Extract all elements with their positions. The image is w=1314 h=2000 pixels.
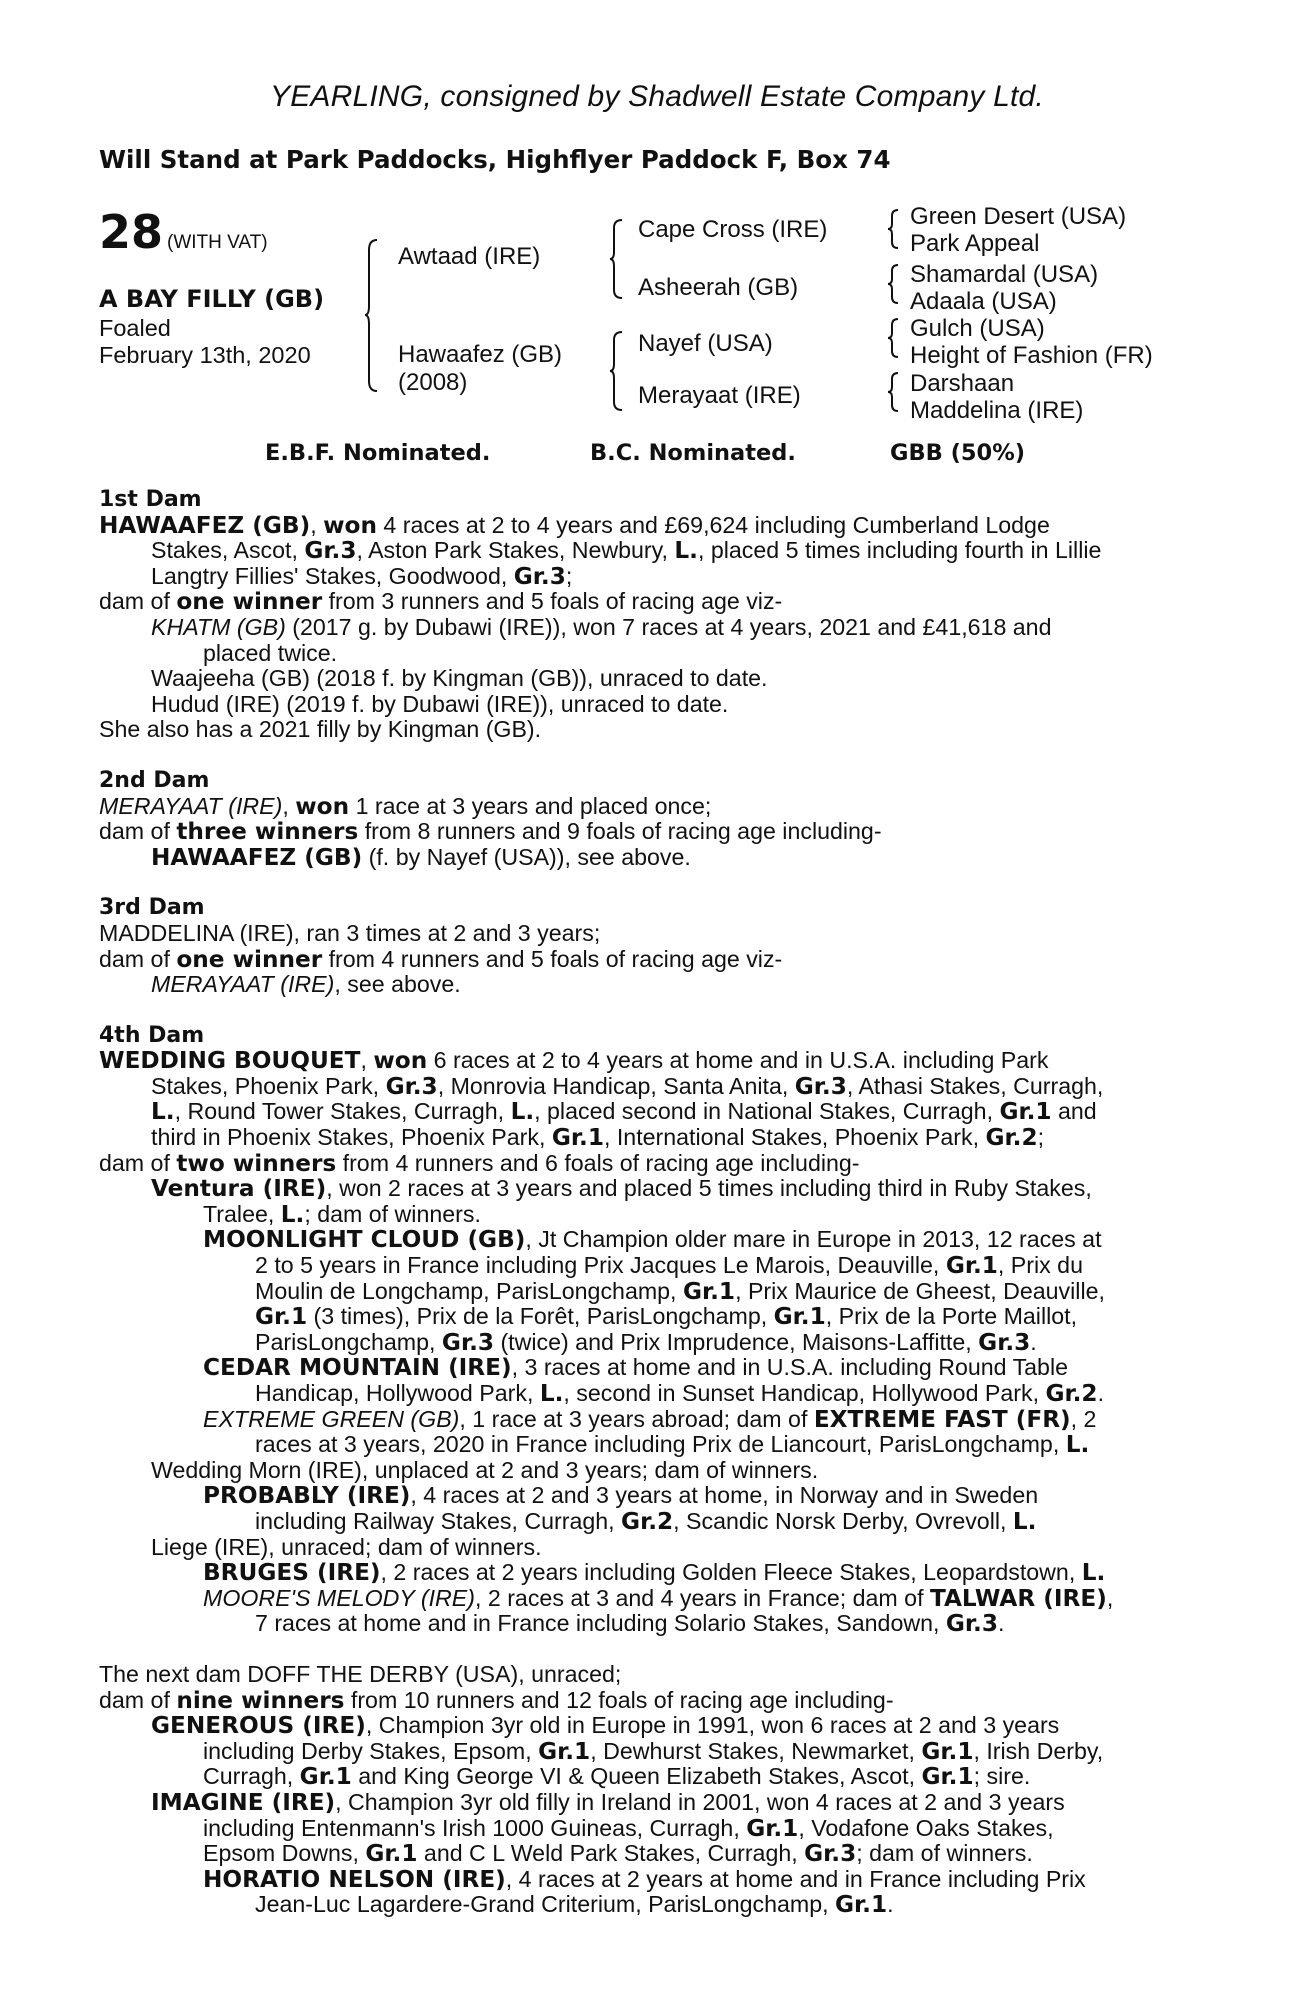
pedigree-dam: Hawaafez (GB) <box>398 341 563 368</box>
foaled-label: Foaled <box>99 315 171 341</box>
pedigree-bracket-g3-4 <box>888 371 900 413</box>
liege-line <box>99 1535 1207 1561</box>
first-dam-line-2 <box>99 538 1207 564</box>
text: Hudud (IRE) (2019 f. by Dubawi (IRE)), unraced to date. <box>151 690 729 717</box>
text: , 3 races at home and in U.S.A. including Round Table <box>511 1354 1069 1381</box>
third-dam-line-1 <box>99 921 1207 947</box>
text: , won 2 races at 3 years and placed 5 times including third in Ruby Stakes, <box>326 1175 1092 1202</box>
grade: Gr.1 <box>255 1303 308 1331</box>
pedigree-gen3-8: Maddelina (IRE) <box>910 397 1084 424</box>
text: including Derby Stakes, Epsom, <box>203 1737 539 1764</box>
next-dam-line-2 <box>99 1688 1207 1714</box>
first-dam-line-7 <box>99 666 1207 692</box>
second-dam-line-3 <box>99 845 1207 871</box>
text: , Champion 3yr old filly in Ireland in 2001, won 4 races at 2 and 3 years <box>335 1788 1065 1815</box>
text: ; sire. <box>973 1763 1031 1790</box>
text: and King George VI & Queen Elizabeth Stakes, Ascot, <box>351 1763 922 1790</box>
winner-count: two winners <box>176 1149 337 1177</box>
text: from 4 runners and 6 foals of racing age including- <box>336 1149 860 1176</box>
text: , Scandic Norsk Derby, Ovrevoll, <box>673 1507 1013 1534</box>
pedigree-bracket-sire <box>610 218 624 300</box>
grade: Gr.3 <box>804 1840 857 1868</box>
grade: Gr.1 <box>773 1303 826 1331</box>
winner-count: one winner <box>176 945 323 973</box>
text: , placed 5 times including fourth in Lillie <box>697 537 1102 564</box>
text: , 2 <box>1070 1405 1097 1432</box>
text: third in Phoenix Stakes, Phoenix Park, <box>151 1124 552 1151</box>
text: (twice) and Prix Imprudence, Maisons-Laffitte, <box>494 1328 979 1355</box>
fourth-dam-heading: 4th Dam <box>99 1022 205 1048</box>
fourth-dam-line-5 <box>99 1151 1207 1177</box>
text: dam of <box>99 818 177 845</box>
text: races at 3 years, 2020 in France including Prix de Liancourt, ParisLongchamp, <box>255 1431 1066 1458</box>
consignor-line: YEARLING, consigned by Shadwell Estate Company Ltd. <box>270 80 1044 113</box>
grade: Gr.1 <box>834 1891 888 1919</box>
text: , <box>360 1047 374 1074</box>
text: , 2 races at 3 and 4 years in France; dam of <box>474 1584 930 1611</box>
grade: L. <box>674 537 698 565</box>
ebf-nominated: E.B.F. Nominated. <box>265 440 491 466</box>
text: , see above. <box>334 971 461 998</box>
grade: L. <box>1012 1507 1037 1535</box>
text: 7 races at home and in France including Solario Stakes, Sandown, <box>255 1610 946 1637</box>
grade: Gr.3 <box>794 1072 847 1100</box>
grade: Gr.2 <box>985 1124 1038 1152</box>
text: , Round Tower Stakes, Curragh, <box>174 1098 511 1125</box>
text: , <box>282 792 296 819</box>
first-dam-name: HAWAAFEZ (GB) <box>99 511 311 539</box>
produce-name: HAWAAFEZ (GB) <box>151 843 363 871</box>
grade: Gr.1 <box>945 1252 998 1280</box>
text: ; dam of winners. <box>856 1840 1033 1867</box>
imagine-line-3 <box>99 1841 1207 1867</box>
produce-name: BRUGES (IRE) <box>203 1559 381 1587</box>
text: Jean-Luc Lagardere-Grand Criterium, ParisLongchamp, <box>255 1891 835 1918</box>
first-dam-line-1: HAWAAFEZ (GB), won 4 races at 2 to 4 years and £69,624 including Cumberland Lodge <box>99 511 1050 539</box>
lot-number: 28 <box>99 205 164 259</box>
grade: Gr.3 <box>385 1072 438 1100</box>
text: She also has a 2021 filly by Kingman (GB). <box>99 716 542 743</box>
grade: Gr.3 <box>978 1328 1031 1356</box>
generous-line-1 <box>99 1713 1207 1739</box>
pedigree-bracket-gen1 <box>365 238 379 393</box>
text: dam of <box>99 588 177 615</box>
grade: Gr.1 <box>999 1098 1052 1126</box>
dam-name: MERAYAAT (IRE) <box>99 792 283 819</box>
first-dam-line-9 <box>99 717 1207 743</box>
text: Wedding Morn (IRE), unplaced at 2 and 3 years; dam of winners. <box>151 1456 819 1483</box>
text: Stakes, Phoenix Park, <box>151 1072 386 1099</box>
text: Epsom Downs, <box>203 1840 366 1867</box>
text: , Athasi Stakes, Curragh, <box>846 1072 1104 1099</box>
winner-count: one winner <box>176 588 323 616</box>
foaled-date: February 13th, 2020 <box>99 342 311 368</box>
text: , 4 races at 2 years at home and in France including Prix <box>505 1865 1086 1892</box>
generous-line-3 <box>99 1764 1207 1790</box>
imagine-line-1 <box>99 1790 1207 1816</box>
text: Waajeeha (GB) (2018 f. by Kingman (GB)), unraced to date. <box>151 665 768 692</box>
text: from 10 runners and 12 foals of racing age including- <box>344 1686 894 1713</box>
grade: L. <box>510 1098 535 1126</box>
text: 6 races at 2 to 4 years at home and in U.S.A. including Park <box>427 1047 1049 1074</box>
grade: Gr.3 <box>441 1328 495 1356</box>
moonlight-line-4 <box>99 1304 1207 1330</box>
text: , International Stakes, Phoenix Park, <box>603 1124 986 1151</box>
text: including Railway Stakes, Curragh, <box>255 1507 622 1534</box>
grade: L. <box>1081 1559 1106 1587</box>
grade: L. <box>151 1098 175 1126</box>
third-dam-heading: 3rd Dam <box>99 895 205 921</box>
moonlight-line-3 <box>99 1279 1207 1305</box>
text: , second in Sunset Handicap, Hollywood Park, <box>563 1380 1046 1406</box>
pedigree-bracket-g3-3 <box>888 317 900 359</box>
pedigree-sire: Awtaad (IRE) <box>398 243 541 270</box>
ventura-line-1 <box>99 1176 1207 1202</box>
text: Liege (IRE), unraced; dam of winners. <box>151 1533 542 1560</box>
grade: Gr.3 <box>513 562 566 590</box>
text: from 8 runners and 9 foals of racing age including- <box>358 818 882 845</box>
extreme-line-2 <box>99 1432 1207 1458</box>
moonlight-line-5 <box>99 1330 1207 1356</box>
text: Stakes, Ascot, <box>151 537 305 564</box>
grade: Gr.1 <box>921 1763 974 1791</box>
grade: Gr.1 <box>365 1840 418 1868</box>
dam-name: WEDDING BOUQUET <box>99 1047 361 1075</box>
grade: Gr.1 <box>921 1737 974 1765</box>
pedigree-gen3-4: Adaala (USA) <box>910 288 1057 315</box>
text: , Prix de la Porte Maillot, <box>825 1303 1078 1330</box>
moores-melody-line-1 <box>99 1586 1207 1612</box>
bruges-line <box>99 1560 1207 1586</box>
gbb-status: GBB (50%) <box>890 440 1026 466</box>
pedigree-gen3-5: Gulch (USA) <box>910 315 1045 342</box>
fourth-dam-line-3 <box>99 1099 1207 1125</box>
produce-name: PROBABLY (IRE) <box>203 1482 411 1510</box>
text: , Monrovia Handicap, Santa Anita, <box>437 1072 795 1099</box>
first-dam-line-8 <box>99 692 1207 718</box>
text: Moulin de Longchamp, ParisLongchamp, <box>255 1277 683 1304</box>
text: , Aston Park Stakes, Newbury, <box>356 537 675 564</box>
pedigree-bracket-g3-1 <box>888 208 900 250</box>
imagine-line-2 <box>99 1816 1207 1842</box>
winner-count: nine winners <box>176 1686 345 1714</box>
wedding-morn-line <box>99 1458 1207 1484</box>
produce-name: EXTREME FAST (FR) <box>813 1405 1071 1433</box>
grade: Gr.1 <box>538 1737 591 1765</box>
produce-name: TALWAR (IRE) <box>929 1584 1107 1612</box>
first-dam-line-6 <box>99 641 1207 667</box>
first-dam-heading: 1st Dam <box>99 487 202 512</box>
text: (3 times), Prix de la Forêt, ParisLongchamp, <box>307 1303 774 1330</box>
grade: L. <box>280 1200 305 1228</box>
first-dam-won: won <box>323 511 377 539</box>
extreme-line-1 <box>99 1407 1207 1433</box>
probably-line-2 <box>99 1509 1207 1535</box>
second-dam-line-1 <box>99 794 1207 820</box>
grade: Gr.2 <box>621 1507 674 1535</box>
fourth-dam-line-4 <box>99 1125 1207 1151</box>
probably-line-1 <box>99 1483 1207 1509</box>
won: won <box>295 792 350 820</box>
text: ParisLongchamp, <box>255 1328 442 1355</box>
bc-nominated: B.C. Nominated. <box>590 440 796 466</box>
grade: Gr.1 <box>682 1277 736 1305</box>
first-dam-line-5 <box>99 615 1207 641</box>
produce-name: IMAGINE (IRE) <box>151 1788 336 1816</box>
produce-name: CEDAR MOUNTAIN (IRE) <box>203 1354 512 1382</box>
grade: L. <box>539 1380 564 1407</box>
vat-label: (WITH VAT) <box>167 232 268 253</box>
third-dam-line-3 <box>99 972 1207 998</box>
moonlight-line-1 <box>99 1227 1207 1253</box>
text: , placed second in National Stakes, Curragh, <box>534 1098 1000 1125</box>
pedigree-dam-year: (2008) <box>398 369 468 396</box>
text: , Prix du <box>997 1252 1083 1279</box>
produce-name: Ventura (IRE) <box>151 1175 327 1203</box>
text: including Entenmann's Irish 1000 Guineas, Curragh, <box>203 1814 747 1841</box>
second-dam-heading: 2nd Dam <box>99 767 210 793</box>
pedigree-bracket-g3-2 <box>888 263 900 305</box>
text: , Champion 3yr old in Europe in 1991, won 6 races at 2 and 3 years <box>365 1712 1060 1739</box>
text: . <box>997 1610 1005 1637</box>
text: Langtry Fillies' Stakes, Goodwood, <box>151 562 514 589</box>
pedigree-sire-dam: Asheerah (GB) <box>638 274 799 301</box>
horse-name: A BAY FILLY (GB) <box>99 285 325 313</box>
ventura-line-2 <box>99 1202 1207 1228</box>
text: from 4 runners and 5 foals of racing age viz- <box>322 945 783 972</box>
text: (f. by Nayef (USA)), see above. <box>362 843 691 870</box>
text: and <box>1051 1098 1097 1125</box>
pedigree-gen3-2: Park Appeal <box>910 230 1040 257</box>
text: . <box>1030 1328 1037 1355</box>
text: , 1 race at 3 years abroad; dam of <box>459 1405 814 1432</box>
text: dam of <box>99 1686 177 1713</box>
text: , 2 races at 2 years including Golden Fleece Stakes, Leopardstown, <box>380 1559 1082 1586</box>
text: , Vodafone Oaks Stakes, <box>798 1814 1054 1841</box>
horatio-line-2 <box>99 1892 1207 1918</box>
grade: Gr.3 <box>304 537 357 565</box>
produce-name: KHATM (GB) <box>151 613 286 640</box>
text: ; <box>565 562 573 589</box>
pedigree-bracket-dam <box>610 330 624 412</box>
text: dam of <box>99 1149 177 1176</box>
text: The next dam DOFF THE DERBY (USA), unraced; <box>99 1660 622 1687</box>
text: , Irish Derby, <box>973 1737 1104 1764</box>
moonlight-line-2 <box>99 1253 1207 1279</box>
generous-line-2 <box>99 1739 1207 1765</box>
text: MADDELINA (IRE), ran 3 times at 2 and 3 years; <box>99 919 601 946</box>
text: placed twice. <box>203 639 338 666</box>
text: (2017 g. by Dubawi (IRE)), won 7 races at 4 years, 2021 and £41,618 and <box>285 613 1052 640</box>
grade: L. <box>1065 1431 1090 1459</box>
pedigree-gen3-1: Green Desert (USA) <box>910 203 1127 230</box>
text: , 4 races at 2 and 3 years at home, in Norway and in Sweden <box>410 1482 1039 1509</box>
produce-name: GENEROUS (IRE) <box>151 1712 366 1740</box>
pedigree-dam-dam: Merayaat (IRE) <box>638 382 801 409</box>
pedigree-gen3-3: Shamardal (USA) <box>910 261 1099 288</box>
text: , Jt Champion older mare in Europe in 2013, 12 races at <box>525 1226 1102 1253</box>
first-dam-text: 4 races at 2 to 4 years and £69,624 including Cumberland Lodge <box>376 511 1050 538</box>
fourth-dam-line-2 <box>99 1074 1207 1100</box>
next-dam-line-1 <box>99 1662 1207 1688</box>
produce-record <box>99 487 1207 1918</box>
text: 2 to 5 years in France including Prix Jacques Le Marois, Deauville, <box>255 1252 946 1279</box>
winner-count: three winners <box>176 818 359 846</box>
horatio-line-1 <box>99 1867 1207 1893</box>
text: Curragh, <box>203 1763 300 1790</box>
pedigree-dam-sire: Nayef (USA) <box>638 330 773 357</box>
grade: Gr.1 <box>299 1763 352 1791</box>
moores-melody-line-2 <box>99 1611 1207 1637</box>
pedigree-gen3-7: Darshaan <box>910 370 1015 397</box>
cedar-line-2 <box>99 1381 1207 1407</box>
text: ; <box>1037 1124 1045 1151</box>
pedigree-gen3-6: Height of Fashion (FR) <box>910 342 1153 369</box>
produce-name: MOORE'S MELODY (IRE) <box>203 1584 475 1611</box>
text: from 3 runners and 5 foals of racing age viz- <box>322 588 783 615</box>
won: won <box>373 1047 428 1075</box>
text: , <box>1106 1584 1114 1611</box>
grade: Gr.3 <box>945 1610 998 1638</box>
text: . <box>1097 1380 1105 1406</box>
first-dam-line-4 <box>99 589 1207 615</box>
third-dam-line-2 <box>99 947 1207 973</box>
text: and C L Weld Park Stakes, Curragh, <box>417 1840 805 1867</box>
produce-name: EXTREME GREEN (GB) <box>203 1405 460 1432</box>
text: 1 race at 3 years and placed once; <box>349 792 712 819</box>
grade: Gr.1 <box>551 1124 604 1152</box>
text: Tralee, <box>203 1200 281 1227</box>
text: . <box>887 1891 894 1918</box>
lot-number-block <box>99 205 268 259</box>
second-dam-line-2 <box>99 819 1207 845</box>
grade: Gr.1 <box>746 1814 799 1842</box>
grade: Gr.2 <box>1045 1380 1098 1407</box>
produce-name: MERAYAAT (IRE) <box>151 971 335 998</box>
stand-location: Will Stand at Park Paddocks, Highflyer Paddock F, Box 74 <box>99 145 891 174</box>
pedigree-sire-sire: Cape Cross (IRE) <box>638 216 828 243</box>
text: , Prix Maurice de Gheest, Deauville, <box>735 1277 1105 1304</box>
produce-name: HORATIO NELSON (IRE) <box>203 1865 506 1893</box>
produce-name: MOONLIGHT CLOUD (GB) <box>203 1226 526 1254</box>
text: ; dam of winners. <box>304 1200 481 1227</box>
text: , Dewhurst Stakes, Newmarket, <box>590 1737 922 1764</box>
first-dam-line-3 <box>99 564 1207 590</box>
fourth-dam-line-1 <box>99 1048 1207 1074</box>
cedar-line-1 <box>99 1355 1207 1381</box>
text: dam of <box>99 945 177 972</box>
text: Handicap, Hollywood Park, <box>255 1380 540 1406</box>
